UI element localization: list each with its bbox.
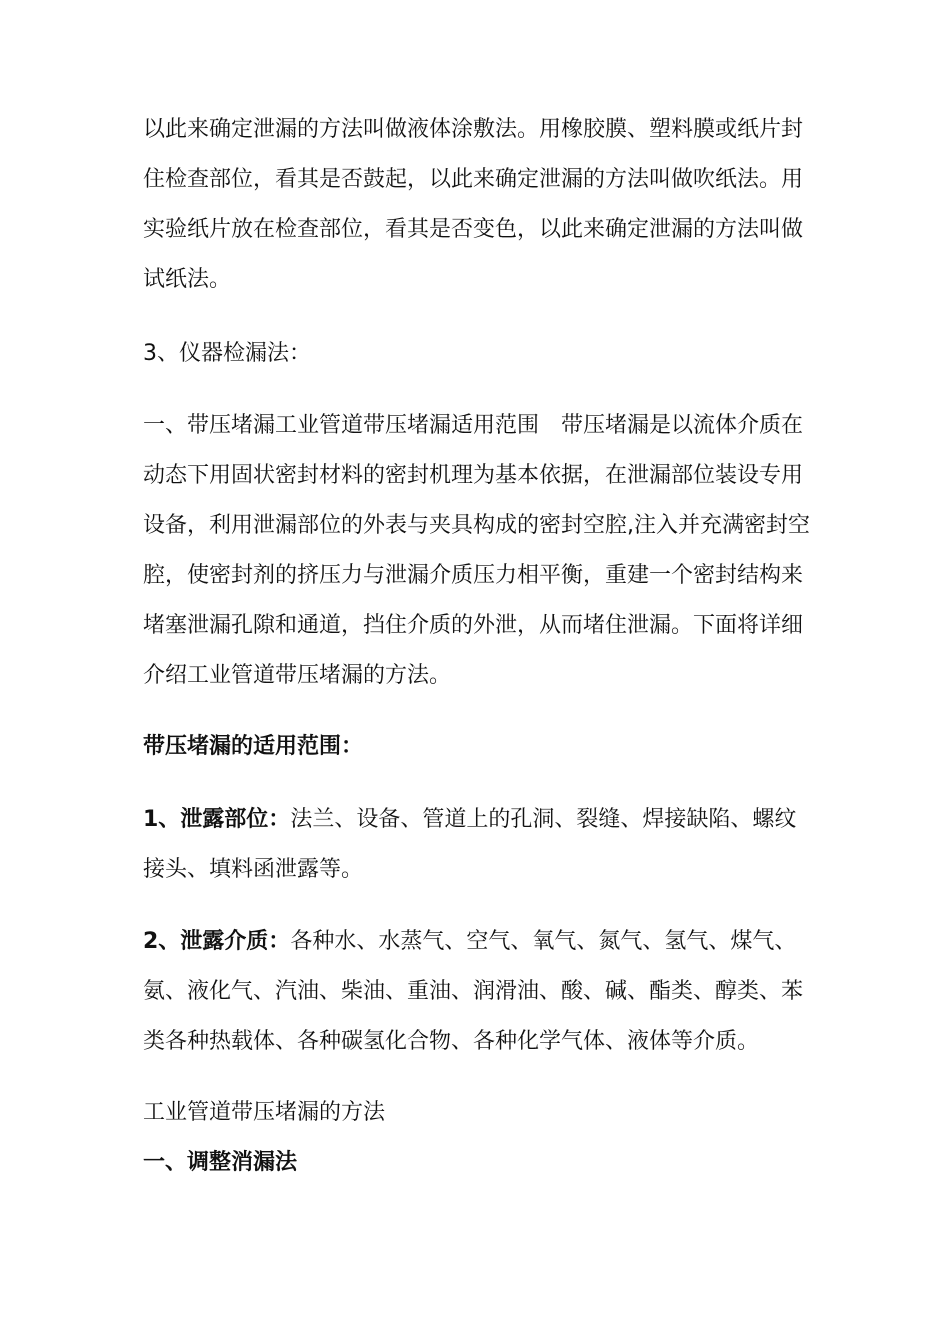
paragraph-pressure-sealing-intro: 一、带压堵漏工业管道带压堵漏适用范围 带压堵漏是以流体介质在动态下用固状密封材料的密封机理为基本依据，在泄漏部位装设专用设备，利用泄漏部位的外表与夹具构成的密封空腔,注入并充满密封空腔，使密封剂的挤压力与泄漏介质压力相平衡，重建一个密封结构来堵塞泄漏孔隙和通道，挡住介质的外泄，从而堵住泄漏。下面将详细介绍工业管道带压堵漏的方法。: [143, 413, 810, 688]
heading-applicable-scope: 带压堵漏的适用范围：: [143, 734, 364, 759]
leak-media-text: 各种水、水蒸气、空气、氧气、氮气、氢气、煤气、氨、液化气、汽油、柴油、重油、润滑油、酸、碱、酯类、醇类、苯类各种热载体、各种碳氢化合物、各种化学气体、液体等介质。: [143, 929, 804, 1054]
paragraph-test-methods: 以此来确定泄漏的方法叫做液体涂敷法。用橡胶膜、塑料膜或纸片封住检查部位，看其是否鼓起，以此来确定泄漏的方法叫做吹纸法。用实验纸片放在检查部位，看其是否变色，以此来确定泄漏的方法叫做试纸法。: [143, 117, 804, 292]
leak-locations-text: 法兰、设备、管道上的孔洞、裂缝、焊接缺陷、螺纹接头、填料函泄露等。: [143, 807, 797, 882]
heading-adjustment-method: 一、调整消漏法: [143, 1150, 298, 1175]
paragraph-instrument-detection: 3、仪器检漏法：: [143, 341, 311, 366]
paragraph-leak-locations: [143, 795, 811, 895]
leak-locations-label: 1、泄露部位：: [143, 807, 291, 832]
leak-media-label: 2、泄露介质：: [143, 929, 291, 954]
heading-methods: 工业管道带压堵漏的方法: [143, 1100, 386, 1125]
paragraph-leak-media: [143, 917, 811, 1067]
